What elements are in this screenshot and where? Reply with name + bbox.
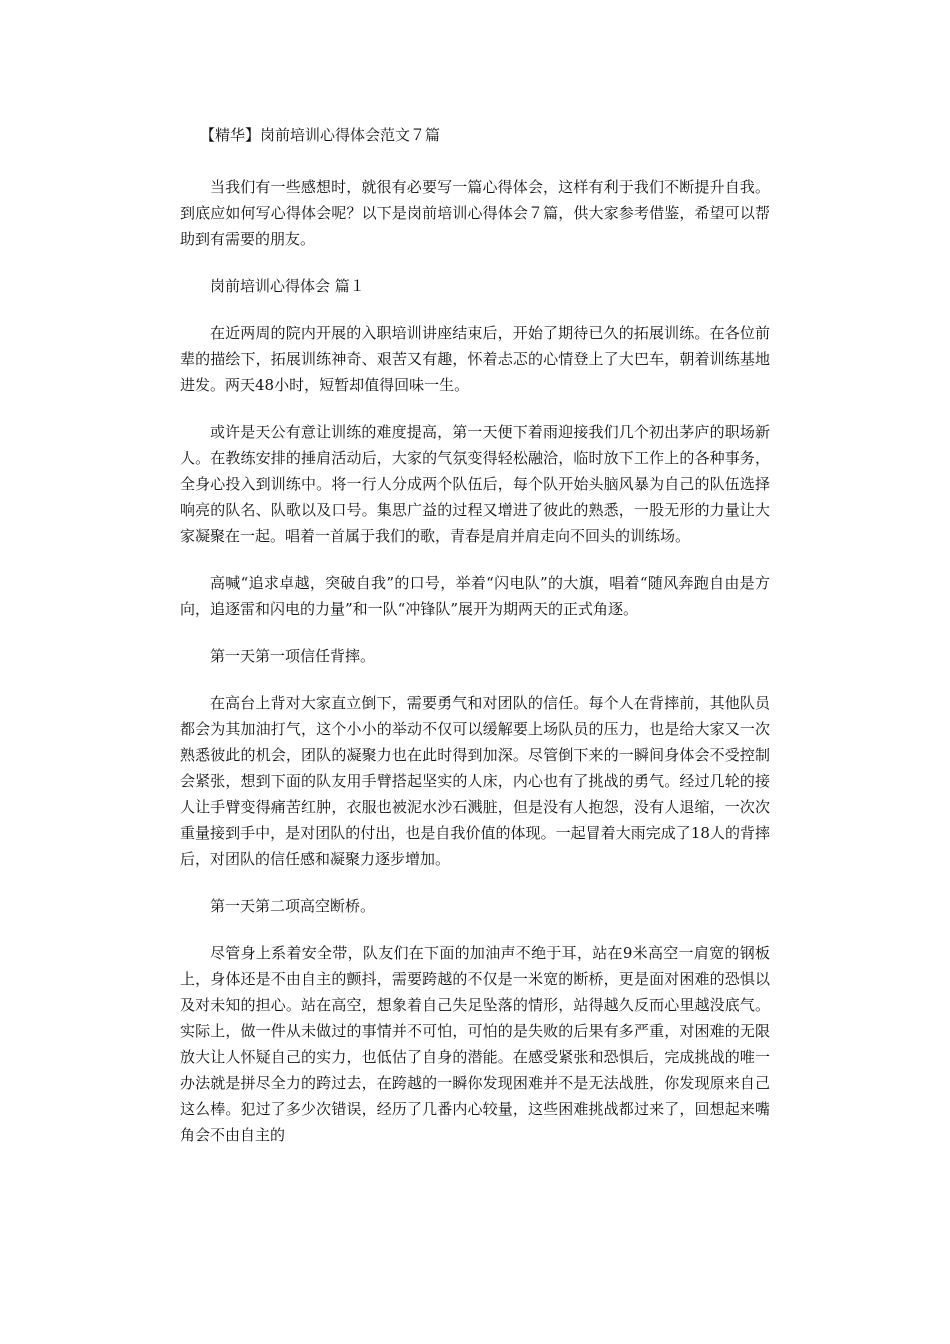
body-paragraph: 高喊“追求卓越，突破自我”的口号，举着“闪电队”的大旗，唱着“随风奔跑自由是方向，追逐雷和闪电的力量”和一队“冲锋队”展开为期两天的正式角逐。: [180, 574, 770, 618]
intro-paragraph: 当我们有一些感想时，就很有必要写一篇心得体会，这样有利于我们不断提升自我。到底应如何写心得体会呢？以下是岗前培训心得体会７篇，供大家参考借鉴，希望可以帮助到有需要的朋友。: [180, 178, 770, 248]
subsection-heading: 第一天第一项信任背摔。: [210, 647, 376, 665]
document-body: [180, 117, 770, 1169]
body-paragraph: 在近两周的院内开展的入职培训讲座结束后，开始了期待已久的拓展训练。在各位前辈的描绘下，拓展训练神奇、艰苦又有趣，怀着忐忑的心情登上了大巴车，朝着训练基地进发。两天48小时，短暂却值得回味一生。: [180, 324, 770, 394]
subsection-heading: 第一天第二项高空断桥。: [210, 897, 376, 915]
document-title: 【精华】岗前培训心得体会范文７篇: [200, 126, 441, 144]
body-paragraph: 尽管身上系着安全带，队友们在下面的加油声不绝于耳，站在9米高空一肩宽的钢板上，身体还是不由自主的颤抖，需要跨越的不仅是一米宽的断桥，更是面对困难的恐惧以及对未知的担心。站在高空，想象着自己失足坠落的情形，站得越久反而心里越没底气。实际上，做一件从未做过的事情并不可怕，可怕的是失败的后果有多严重，对困难的无限放大让人怀疑自己的实力，也低估了自身的潜能。在感受紧张和恐惧后，完成挑战的唯一办法就是拼尽全力的跨过去，在跨越的一瞬你发现困难并不是无法战胜，你发现原来自己这么棒。犯过了多少次错误，经历了几番内心较量，这些困难挑战都过来了，回想起来嘴角会不由自主的: [180, 944, 770, 1144]
section-heading: 岗前培训心得体会 篇１: [210, 277, 365, 295]
body-paragraph: 或许是天公有意让训练的难度提高，第一天便下着雨迎接我们几个初出茅庐的职场新人。在教练安排的捶肩活动后，大家的气氛变得轻松融洽，临时放下工作上的各种事务，全身心投入到训练中。将一行人分成两个队伍后，每个队开始头脑风暴为自己的队伍选择响亮的队名、队歌以及口号。集思广益的过程又增进了彼此的熟悉，一股无形的力量让大家凝聚在一起。唱着一首属于我们的歌，青春是肩并肩走向不回头的训练场。: [180, 423, 770, 545]
body-paragraph: 在高台上背对大家直立倒下，需要勇气和对团队的信任。每个人在背摔前，其他队员都会为其加油打气，这个小小的举动不仅可以缓解要上场队员的压力，也是给大家又一次熟悉彼此的机会，团队的凝聚力也在此时得到加深。尽管倒下来的一瞬间身体会不受控制会紧张，想到下面的队友用手臂搭起坚实的人床，内心也有了挑战的勇气。经过几轮的接人让手臂变得痛苦红肿，衣服也被泥水沙石溅脏，但是没有人抱怨，没有人退缩，一次次重量接到手中，是对团队的付出，也是自我价值的体现。一起冒着大雨完成了18人的背摔后，对团队的信任感和凝聚力逐步增加。: [180, 694, 770, 868]
